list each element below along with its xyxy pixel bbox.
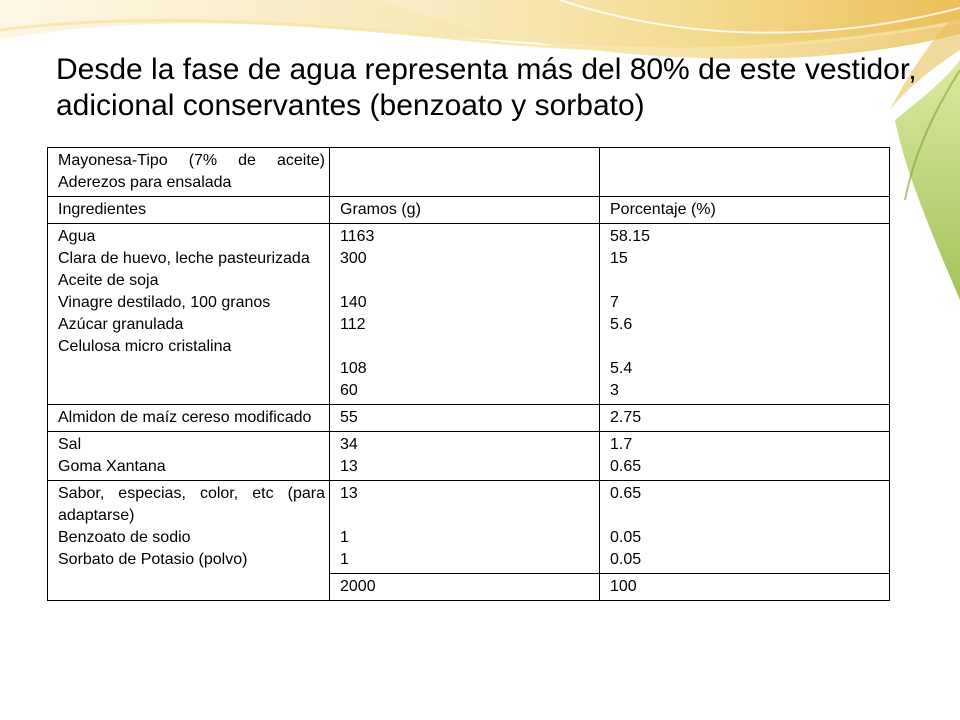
ingredient-cell [48,481,330,601]
grams-value: 13 [340,458,358,475]
total-grams: 2000 [330,574,600,601]
percent-value: 3 [610,382,619,399]
table-row-group [48,224,890,405]
grams-value: 34 [340,436,358,453]
percent-value: 5.6 [610,316,633,333]
percent-value: 0.05 [610,551,642,568]
ingredient-cell [48,224,330,405]
grams-cell [330,481,600,574]
column-header-ingredients: Ingredientes [48,197,330,224]
table-caption-text: Mayonesa-Tipo (7% de aceite) Aderezos para ensalada [58,152,325,191]
slide-title: Desde la fase de agua representa más del 80% de este vestidor, adicional conservantes (benzoato y sorbato) [56,53,917,122]
grams-value: 108 [340,360,367,377]
percent-value: 58.15 [610,228,651,245]
ingredient-cell [48,432,330,481]
ingredient-name: Vinagre destilado, 100 granos [58,294,271,311]
table-row-group [48,481,890,574]
grams-cell [330,405,600,432]
percent-value: 0.05 [610,529,642,546]
grams-value: 112 [340,316,366,333]
percent-value: 0.65 [610,458,642,475]
percent-value: 15 [610,250,628,267]
ingredient-name: Almidon de maíz cereso modificado [58,409,312,426]
ingredient-name: Agua [58,228,96,245]
ingredients-table [47,147,890,601]
table-row-group [48,405,890,432]
ingredient-name: Azúcar granulada [58,316,184,333]
percent-cell [600,405,890,432]
grams-value: 1 [340,551,349,568]
grams-value: 55 [340,409,358,426]
percent-cell [600,481,890,574]
total-percent: 100 [600,574,890,601]
table-row-group [48,432,890,481]
percent-value: 0.65 [610,485,642,502]
grams-value: 13 [340,485,358,502]
ingredient-cell [48,405,330,432]
column-header-percent: Porcentaje (%) [600,197,890,224]
percent-cell [600,224,890,405]
percent-value: 1.7 [610,436,633,453]
grams-value: 60 [340,382,358,399]
ingredient-name: Goma Xantana [58,458,166,475]
percent-cell [600,432,890,481]
table-caption-row [48,148,890,197]
column-header-grams: Gramos (g) [330,197,600,224]
ingredient-name: Sorbato de Potasio (polvo) [58,551,248,568]
grams-cell [330,224,600,405]
grams-value: 1163 [340,228,375,245]
ingredient-name: Celulosa micro cristalina [58,338,232,355]
ingredient-name: Clara de huevo, leche pasteurizada [58,250,310,267]
grams-cell [330,432,600,481]
percent-value: 7 [610,294,619,311]
grams-value: 1 [340,529,349,546]
table-caption-cell [48,148,330,197]
grams-value: 300 [340,250,367,267]
empty-cell [330,148,600,197]
percent-value: 2.75 [610,409,642,426]
empty-cell [600,148,890,197]
table-header-row [48,197,890,224]
ingredient-name: Benzoato de sodio [58,529,191,546]
grams-value: 140 [340,294,367,311]
ingredient-name: Sabor, especias, color, etc (para adaptarse) [58,485,325,524]
percent-value: 5.4 [610,360,633,377]
ingredient-name: Sal [58,436,82,453]
ingredient-name: Aceite de soja [58,272,159,289]
